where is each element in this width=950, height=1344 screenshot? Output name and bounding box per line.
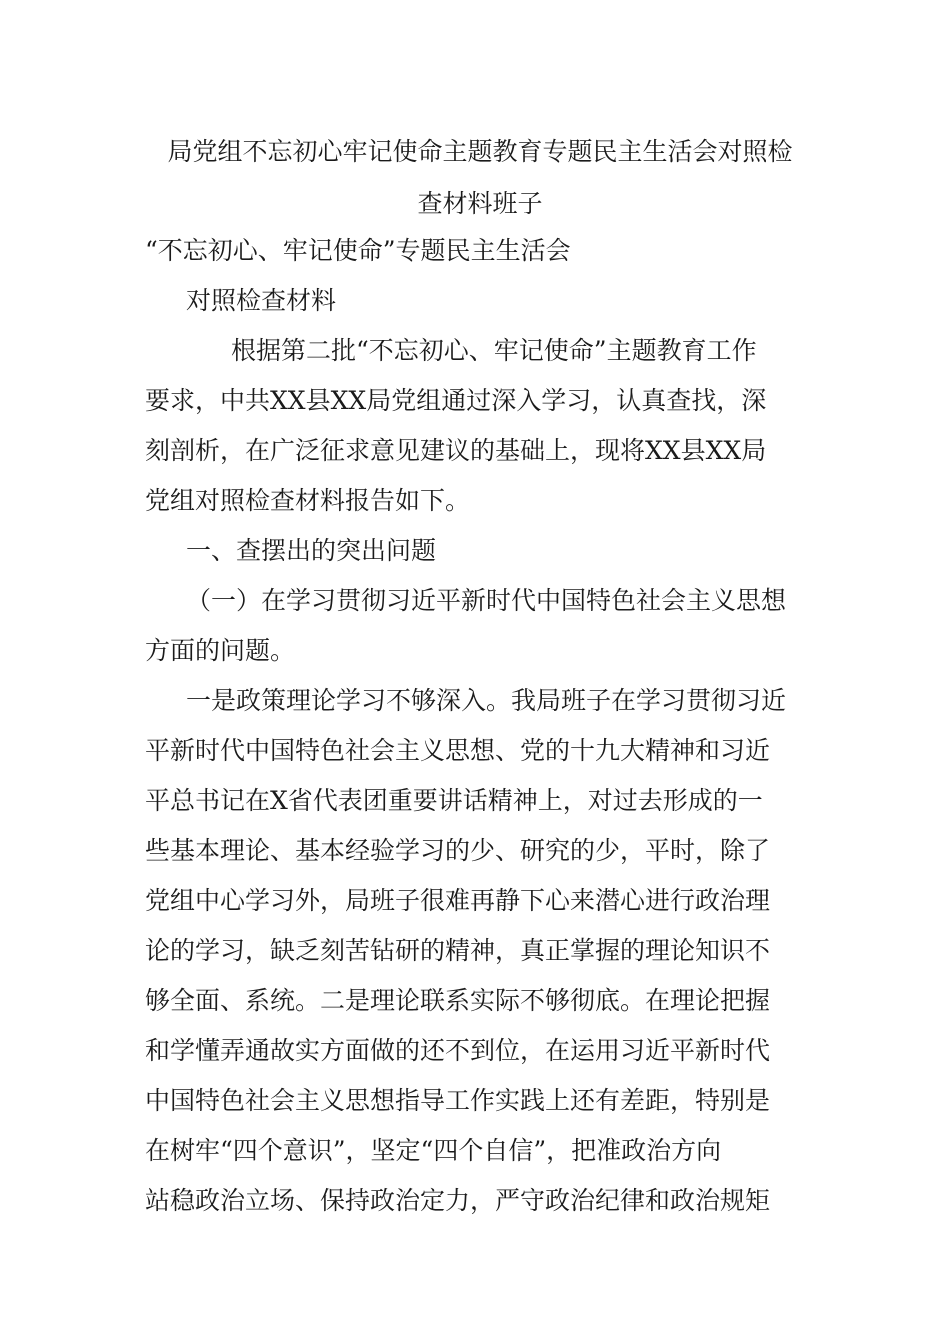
body-line: 些基本理论、基本经验学习的少、研究的少，平时，除了 xyxy=(145,836,771,865)
document-title xyxy=(120,126,840,230)
subtitle-line-2: 对照检查材料 xyxy=(186,286,337,315)
intro-line: 要求，中共XX县XX局党组通过深入学习，认真查找，深 xyxy=(145,386,767,415)
subtitle-line-1: “不忘初心、牢记使命”专题民主生活会 xyxy=(145,236,571,265)
body-line: 中国特色社会主义思想指导工作实践上还有差距，特别是 xyxy=(145,1086,771,1115)
intro-line: 根据第二批“不忘初心、牢记使命”主题教育工作 xyxy=(231,336,757,365)
body-line: 站稳政治立场、保持政治定力，严守政治纪律和政治规矩 xyxy=(145,1186,771,1215)
body-line: 平新时代中国特色社会主义思想、党的十九大精神和习近 xyxy=(145,736,771,765)
body-line: 党组中心学习外，局班子很难再静下心来潜心进行政治理 xyxy=(145,886,771,915)
section-heading: 一、查摆出的突出问题 xyxy=(186,536,437,565)
body-line: 平总书记在X省代表团重要讲话精神上，对过去形成的一 xyxy=(145,786,763,815)
subsection-heading-line: 方面的问题。 xyxy=(145,636,296,665)
body-line: 够全面、系统。二是理论联系实际不够彻底。在理论把握 xyxy=(145,986,771,1015)
intro-line: 刻剖析，在广泛征求意见建议的基础上，现将XX县XX局 xyxy=(145,436,767,465)
title-line-2: 查材料班子 xyxy=(417,189,543,218)
title-line-1: 局党组不忘初心牢记使命主题教育专题民主生活会对照检 xyxy=(167,137,793,166)
body-line: 和学懂弄通故实方面做的还不到位，在运用习近平新时代 xyxy=(145,1036,771,1065)
subsection-heading-line: （一）在学习贯彻习近平新时代中国特色社会主义思想 xyxy=(186,586,787,615)
body-line: 在树牢“四个意识”，坚定“四个自信”，把准政治方向 xyxy=(145,1136,722,1165)
intro-line: 党组对照检查材料报告如下。 xyxy=(145,486,471,515)
body-line: 论的学习，缺乏刻苦钻研的精神，真正掌握的理论知识不 xyxy=(145,936,771,965)
body-line: 一是政策理论学习不够深入。我局班子在学习贯彻习近 xyxy=(186,686,787,715)
